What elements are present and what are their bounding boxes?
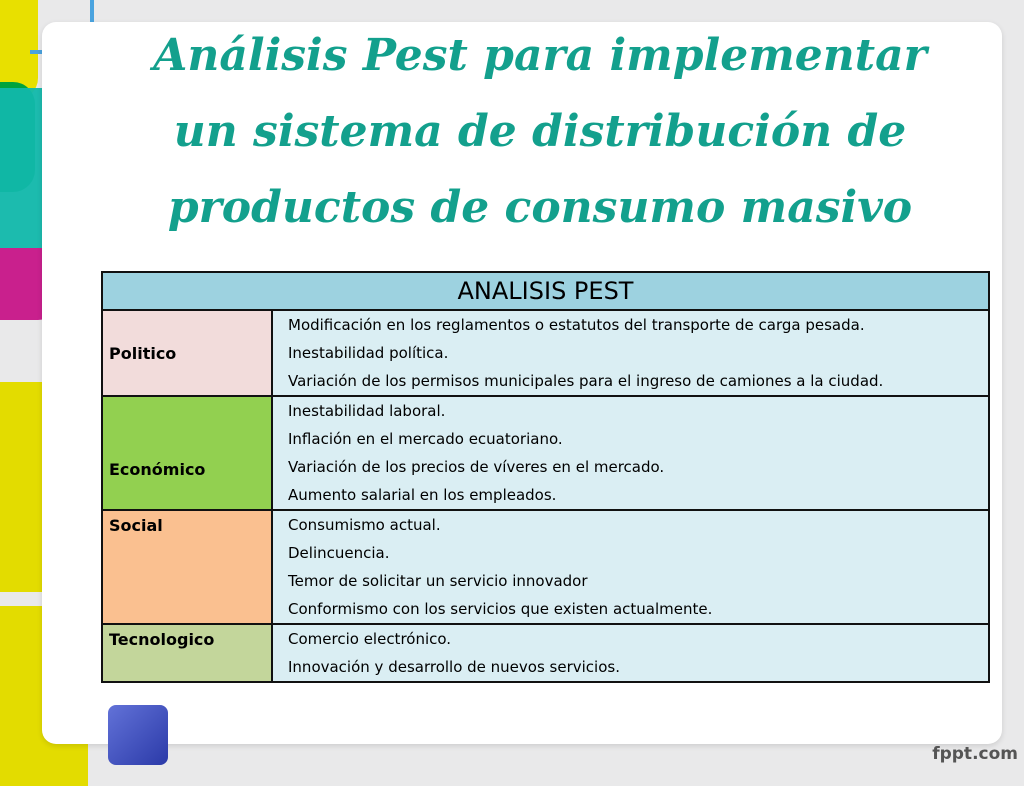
pest-row-social xyxy=(102,510,989,624)
pest-row-tecnologico xyxy=(102,624,989,682)
items-social xyxy=(272,510,989,624)
category-tecnologico: Tecnologico xyxy=(102,624,272,682)
category-politico: Politico xyxy=(102,310,272,396)
list-item: Aumento salarial en los empleados. xyxy=(288,486,557,504)
pest-table-header: ANALISIS PEST xyxy=(102,272,989,310)
title-line-1: Análisis Pest para implementar xyxy=(153,30,927,81)
pest-table xyxy=(101,271,990,683)
list-item: Innovación y desarrollo de nuevos servicios. xyxy=(288,658,620,676)
items-tecnologico xyxy=(272,624,989,682)
items-politico xyxy=(272,310,989,396)
list-item: Inestabilidad laboral. xyxy=(288,402,446,420)
list-item: Conformismo con los servicios que existen actualmente. xyxy=(288,600,713,618)
list-item: Variación de los precios de víveres en el mercado. xyxy=(288,458,665,476)
pest-row-economico xyxy=(102,396,989,510)
list-item: Temor de solicitar un servicio innovador xyxy=(288,572,588,590)
category-social: Social xyxy=(102,510,272,624)
title-line-2: un sistema de distribución de xyxy=(173,106,907,157)
pest-row-politico xyxy=(102,310,989,396)
decor-purple-square xyxy=(108,705,168,765)
list-item: Comercio electrónico. xyxy=(288,630,452,648)
list-item: Variación de los permisos municipales para el ingreso de camiones a la ciudad. xyxy=(288,372,884,390)
footer-brand: fppt.com xyxy=(932,744,1018,764)
list-item: Inflación en el mercado ecuatoriano. xyxy=(288,430,563,448)
pest-header-row xyxy=(102,272,989,310)
list-item: Consumismo actual. xyxy=(288,516,441,534)
title-line-3: productos de consumo masivo xyxy=(167,182,913,233)
list-item: Inestabilidad política. xyxy=(288,344,449,362)
list-item: Modificación en los reglamentos o estatutos del transporte de carga pesada. xyxy=(288,316,865,334)
list-item: Delincuencia. xyxy=(288,544,390,562)
items-economico xyxy=(272,396,989,510)
slide-title xyxy=(100,18,980,246)
category-economico: Económico xyxy=(102,396,272,510)
